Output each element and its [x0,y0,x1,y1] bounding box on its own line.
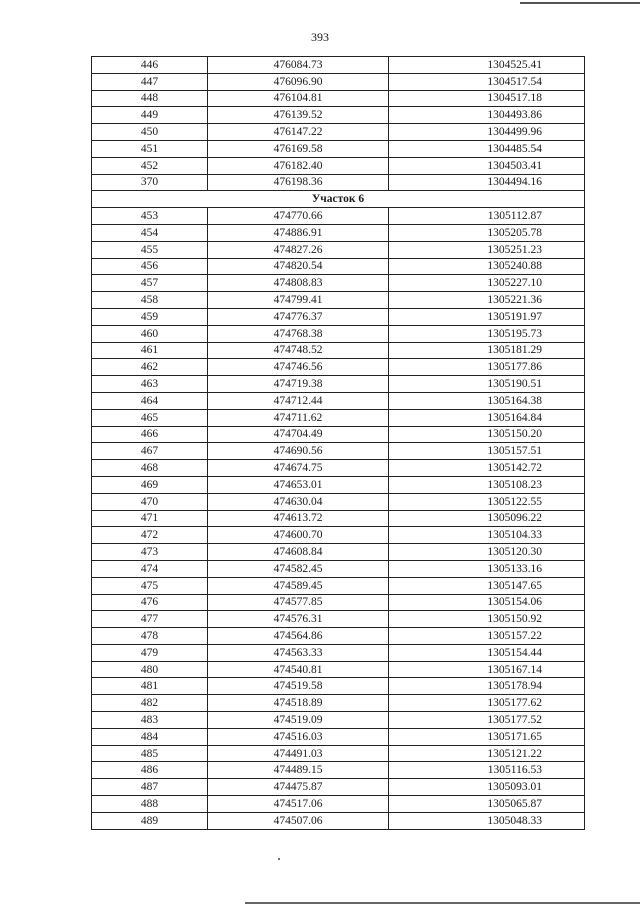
scan-speck [278,858,280,860]
x-coordinate-cell: 474711.62 [208,409,389,426]
y-coordinate-cell: 1305093.01 [389,779,585,796]
y-coordinate-cell: 1305121.22 [389,745,585,762]
x-coordinate-cell: 474519.09 [208,712,389,729]
table-row [92,124,585,141]
table-row [92,493,585,510]
point-number-cell: 452 [92,157,208,174]
x-coordinate-cell: 474516.03 [208,728,389,745]
table-row [92,409,585,426]
y-coordinate-cell: 1305104.33 [389,527,585,544]
table-row [92,90,585,107]
point-number-cell: 476 [92,594,208,611]
y-coordinate-cell: 1305167.14 [389,661,585,678]
point-number-cell: 471 [92,510,208,527]
x-coordinate-cell: 474770.66 [208,208,389,225]
point-number-cell: 472 [92,527,208,544]
point-number-cell: 486 [92,762,208,779]
y-coordinate-cell: 1305120.30 [389,544,585,561]
point-number-cell: 455 [92,241,208,258]
point-number-cell: 482 [92,695,208,712]
y-coordinate-cell: 1305048.33 [389,812,585,829]
point-number-cell: 453 [92,208,208,225]
table-row [92,460,585,477]
x-coordinate-cell: 474563.33 [208,644,389,661]
x-coordinate-cell: 474799.41 [208,292,389,309]
x-coordinate-cell: 474704.49 [208,426,389,443]
point-number-cell: 461 [92,342,208,359]
x-coordinate-cell: 474827.26 [208,241,389,258]
y-coordinate-cell: 1305164.38 [389,392,585,409]
table-row [92,392,585,409]
y-coordinate-cell: 1304525.41 [389,57,585,74]
table-row [92,443,585,460]
y-coordinate-cell: 1305181.29 [389,342,585,359]
x-coordinate-cell: 474517.06 [208,796,389,813]
point-number-cell: 479 [92,644,208,661]
y-coordinate-cell: 1305221.36 [389,292,585,309]
point-number-cell: 460 [92,325,208,342]
table-row [92,476,585,493]
x-coordinate-cell: 476147.22 [208,124,389,141]
y-coordinate-cell: 1305147.65 [389,577,585,594]
point-number-cell: 446 [92,57,208,74]
point-number-cell: 370 [92,174,208,191]
point-number-cell: 475 [92,577,208,594]
point-number-cell: 487 [92,779,208,796]
point-number-cell: 470 [92,493,208,510]
y-coordinate-cell: 1305205.78 [389,224,585,241]
point-number-cell: 449 [92,107,208,124]
point-number-cell: 458 [92,292,208,309]
x-coordinate-cell: 474748.52 [208,342,389,359]
table-row [92,140,585,157]
y-coordinate-cell: 1304517.18 [389,90,585,107]
y-coordinate-cell: 1305178.94 [389,678,585,695]
table-row [92,628,585,645]
table-row [92,661,585,678]
point-number-cell: 463 [92,376,208,393]
point-number-cell: 469 [92,476,208,493]
table-row [92,426,585,443]
y-coordinate-cell: 1305177.86 [389,359,585,376]
point-number-cell: 464 [92,392,208,409]
table-row [92,527,585,544]
point-number-cell: 489 [92,812,208,829]
x-coordinate-cell: 474719.38 [208,376,389,393]
y-coordinate-cell: 1305112.87 [389,208,585,225]
table-row [92,762,585,779]
point-number-cell: 457 [92,275,208,292]
point-number-cell: 465 [92,409,208,426]
y-coordinate-cell: 1305195.73 [389,325,585,342]
y-coordinate-cell: 1305142.72 [389,460,585,477]
y-coordinate-cell: 1305116.53 [389,762,585,779]
table-row [92,611,585,628]
table-row [92,157,585,174]
table-row [92,544,585,561]
x-coordinate-cell: 474820.54 [208,258,389,275]
y-coordinate-cell: 1305190.51 [389,376,585,393]
y-coordinate-cell: 1304517.54 [389,73,585,90]
table-row [92,224,585,241]
x-coordinate-cell: 474808.83 [208,275,389,292]
y-coordinate-cell: 1305251.23 [389,241,585,258]
x-coordinate-cell: 474600.70 [208,527,389,544]
table-row [92,359,585,376]
point-number-cell: 459 [92,308,208,325]
point-number-cell: 483 [92,712,208,729]
y-coordinate-cell: 1305157.51 [389,443,585,460]
y-coordinate-cell: 1305133.16 [389,560,585,577]
x-coordinate-cell: 474886.91 [208,224,389,241]
table-row [92,292,585,309]
top-edge-rule [520,2,640,4]
point-number-cell: 462 [92,359,208,376]
y-coordinate-cell: 1305227.10 [389,275,585,292]
table-row [92,577,585,594]
y-coordinate-cell: 1305154.06 [389,594,585,611]
x-coordinate-cell: 476084.73 [208,57,389,74]
y-coordinate-cell: 1305150.92 [389,611,585,628]
y-coordinate-cell: 1305122.55 [389,493,585,510]
x-coordinate-cell: 474613.72 [208,510,389,527]
table-row [92,342,585,359]
coordinates-table [91,56,585,830]
table-row [92,796,585,813]
y-coordinate-cell: 1305150.20 [389,426,585,443]
x-coordinate-cell: 476169.58 [208,140,389,157]
table-row [92,695,585,712]
x-coordinate-cell: 476096.90 [208,73,389,90]
table-row [92,510,585,527]
table-row [92,325,585,342]
point-number-cell: 456 [92,258,208,275]
point-number-cell: 450 [92,124,208,141]
table-row [92,779,585,796]
table-body-bottom [92,208,585,829]
y-coordinate-cell: 1305154.44 [389,644,585,661]
section-row [92,191,585,208]
y-coordinate-cell: 1304499.96 [389,124,585,141]
table-row [92,208,585,225]
table-row [92,644,585,661]
y-coordinate-cell: 1305108.23 [389,476,585,493]
x-coordinate-cell: 474608.84 [208,544,389,561]
x-coordinate-cell: 474518.89 [208,695,389,712]
x-coordinate-cell: 474475.87 [208,779,389,796]
table-row [92,174,585,191]
y-coordinate-cell: 1305065.87 [389,796,585,813]
x-coordinate-cell: 474489.15 [208,762,389,779]
point-number-cell: 477 [92,611,208,628]
x-coordinate-cell: 474491.03 [208,745,389,762]
y-coordinate-cell: 1304494.16 [389,174,585,191]
table-row [92,728,585,745]
x-coordinate-cell: 476104.81 [208,90,389,107]
x-coordinate-cell: 474690.56 [208,443,389,460]
x-coordinate-cell: 474630.04 [208,493,389,510]
point-number-cell: 488 [92,796,208,813]
table-row [92,678,585,695]
y-coordinate-cell: 1304493.86 [389,107,585,124]
table-row [92,275,585,292]
point-number-cell: 467 [92,443,208,460]
x-coordinate-cell: 474507.06 [208,812,389,829]
y-coordinate-cell: 1304503.41 [389,157,585,174]
point-number-cell: 468 [92,460,208,477]
table-row [92,57,585,74]
x-coordinate-cell: 474576.31 [208,611,389,628]
x-coordinate-cell: 476139.52 [208,107,389,124]
point-number-cell: 473 [92,544,208,561]
table-row [92,308,585,325]
x-coordinate-cell: 474746.56 [208,359,389,376]
y-coordinate-cell: 1305096.22 [389,510,585,527]
y-coordinate-cell: 1305191.97 [389,308,585,325]
table-row [92,560,585,577]
point-number-cell: 451 [92,140,208,157]
y-coordinate-cell: 1305177.52 [389,712,585,729]
x-coordinate-cell: 474674.75 [208,460,389,477]
y-coordinate-cell: 1305177.62 [389,695,585,712]
x-coordinate-cell: 474540.81 [208,661,389,678]
point-number-cell: 478 [92,628,208,645]
x-coordinate-cell: 474589.45 [208,577,389,594]
point-number-cell: 454 [92,224,208,241]
point-number-cell: 481 [92,678,208,695]
table-row [92,376,585,393]
x-coordinate-cell: 474653.01 [208,476,389,493]
y-coordinate-cell: 1305240.88 [389,258,585,275]
point-number-cell: 480 [92,661,208,678]
table-row [92,745,585,762]
y-coordinate-cell: 1305157.22 [389,628,585,645]
point-number-cell: 484 [92,728,208,745]
x-coordinate-cell: 474768.38 [208,325,389,342]
bottom-edge-rule [245,902,640,904]
y-coordinate-cell: 1305171.65 [389,728,585,745]
point-number-cell: 448 [92,90,208,107]
x-coordinate-cell: 474577.85 [208,594,389,611]
table-row [92,241,585,258]
x-coordinate-cell: 476198.36 [208,174,389,191]
y-coordinate-cell: 1305164.84 [389,409,585,426]
x-coordinate-cell: 474776.37 [208,308,389,325]
point-number-cell: 466 [92,426,208,443]
table-row [92,258,585,275]
x-coordinate-cell: 474564.86 [208,628,389,645]
table-row [92,107,585,124]
point-number-cell: 447 [92,73,208,90]
y-coordinate-cell: 1304485.54 [389,140,585,157]
x-coordinate-cell: 474519.58 [208,678,389,695]
section-title: Участок 6 [92,191,585,208]
table-row [92,812,585,829]
x-coordinate-cell: 474712.44 [208,392,389,409]
table-row [92,712,585,729]
table-row [92,73,585,90]
page-number: 393 [311,30,329,44]
x-coordinate-cell: 476182.40 [208,157,389,174]
x-coordinate-cell: 474582.45 [208,560,389,577]
point-number-cell: 485 [92,745,208,762]
section-header-body [92,191,585,208]
table-body-top [92,57,585,191]
point-number-cell: 474 [92,560,208,577]
table-row [92,594,585,611]
